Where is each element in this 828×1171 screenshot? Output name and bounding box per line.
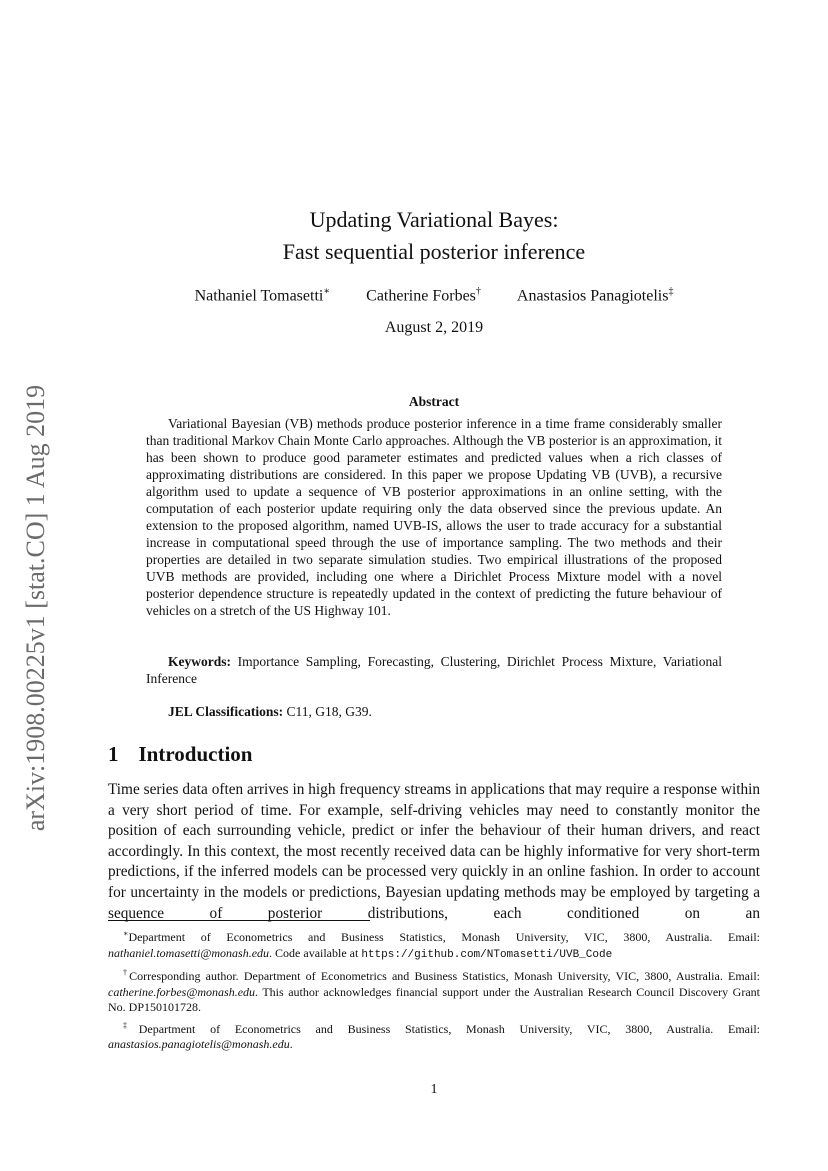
footnote-3-email[interactable]: anastasios.panagiotelis@monash.edu bbox=[108, 1037, 290, 1051]
keywords bbox=[146, 653, 722, 687]
footnote-divider bbox=[108, 920, 370, 921]
page-number: 1 bbox=[430, 1082, 438, 1097]
abstract-heading: Abstract bbox=[408, 394, 460, 409]
footnote-1 bbox=[108, 926, 760, 963]
title-line-2: Fast sequential posterior inference bbox=[282, 239, 586, 264]
abstract-body: Variational Bayesian (VB) methods produce posterior inference in a time frame considerably smaller than traditional Markov Chain Monte Carlo approaches. Although the VB posterior is an approximation, it has been shown to produce good parameter estimates and predicted values when a rich classes of approximating distributions are considered. In this paper we propose Updating VB (UVB), a recursive algorithm used to update a sequence of VB posterior approximations in an online setting, with the computation of each posterior update requiring only the data observed since the previous update. An extension to the proposed algorithm, named UVB-IS, allows the user to trade accuracy for a substantial increase in computational speed through the use of importance sampling. The two methods and their properties are detailed in two separate simulation studies. Two empirical illustrations of the proposed UVB methods are provided, including one where a Dirichlet Process Mixture model with a novel posterior dependence structure is repeatedly updated in the context of predicting the future behaviour of vehicles on a stretch of the US Highway 101. bbox=[146, 416, 722, 618]
keywords-text: Importance Sampling, Forecasting, Clustering, Dirichlet Process Mixture, Variational Inference bbox=[146, 654, 723, 686]
jel-text: C11, G18, G39. bbox=[286, 704, 372, 719]
author-3-mark: ‡ bbox=[668, 286, 674, 297]
footnote-2 bbox=[108, 965, 760, 1016]
footnotes bbox=[108, 926, 760, 1055]
author-2-name: Catherine Forbes bbox=[366, 287, 476, 305]
title-line-1: Updating Variational Bayes: bbox=[309, 207, 559, 232]
section-number: 1 bbox=[108, 742, 119, 766]
footnote-3-text: Department of Econometrics and Business Statistics, Monash University, VIC, 3800, Australia. Email: bbox=[138, 1021, 761, 1036]
section-heading bbox=[108, 742, 252, 767]
introduction-paragraph: Time series data often arrives in high frequency streams in applications that may require a response within a very short period of time. For example, self-driving vehicles may need to constantly monitor the position of each surrounding vehicle, predict or infer the behaviour of their human drivers, and react accordingly. In this context, the most recently received data can be highly informative for very short-term predictions, if the inferred models can be processed very quickly in an online fashion. In order to account for uncertainty in the models or predictions, Bayesian updating methods may be employed by targeting a sequence of posterior distributions, each conditioned on an bbox=[108, 781, 760, 922]
footnote-2-text-after: . This author acknowledges financial support under the Australian Research Council Discovery Grant No. DP150101728. bbox=[108, 984, 760, 1014]
author-1-name: Nathaniel Tomasetti bbox=[194, 287, 324, 305]
publication-date: August 2, 2019 bbox=[384, 319, 484, 336]
keywords-label: Keywords: bbox=[168, 654, 231, 669]
section-title: Introduction bbox=[138, 742, 253, 766]
author-2-mark: † bbox=[475, 286, 481, 297]
author-3 bbox=[517, 286, 674, 305]
footnote-3-mark: ‡ bbox=[123, 1020, 139, 1030]
arxiv-sidebar-stamp bbox=[8, 360, 64, 855]
footnote-1-code-prefix: . Code available at bbox=[269, 945, 359, 960]
author-3-name: Anastasios Panagiotelis bbox=[516, 287, 669, 305]
footnote-3-end: . bbox=[289, 1037, 293, 1051]
paper-title bbox=[0, 204, 828, 268]
author-1 bbox=[195, 286, 331, 305]
footnote-1-text: Department of Econometrics and Business Statistics, Monash University, VIC, 3800, Australia. Email: bbox=[128, 930, 760, 944]
footnote-3 bbox=[108, 1018, 760, 1053]
footnote-2-mark: † bbox=[123, 968, 130, 977]
footnote-2-email[interactable]: catherine.forbes@monash.edu bbox=[108, 984, 256, 999]
author-2 bbox=[366, 286, 481, 305]
footnote-1-code-url[interactable]: https://github.com/NTomasetti/UVB_Code bbox=[361, 948, 613, 961]
footnote-1-email[interactable]: nathaniel.tomasetti@monash.edu bbox=[108, 945, 270, 960]
author-1-mark: ∗ bbox=[323, 286, 331, 297]
footnote-2-text: Corresponding author. Department of Econometrics and Business Statistics, Monash University, VIC, 3800, Australia. Email: bbox=[129, 969, 760, 983]
jel-label: JEL Classifications: bbox=[168, 704, 284, 719]
arxiv-identifier: arXiv:1908.00225v1 [stat.CO] 1 Aug 2019 bbox=[21, 384, 50, 831]
jel-classifications bbox=[146, 703, 722, 720]
author-list bbox=[0, 286, 828, 305]
footnote-1-mark: ∗ bbox=[123, 929, 129, 938]
